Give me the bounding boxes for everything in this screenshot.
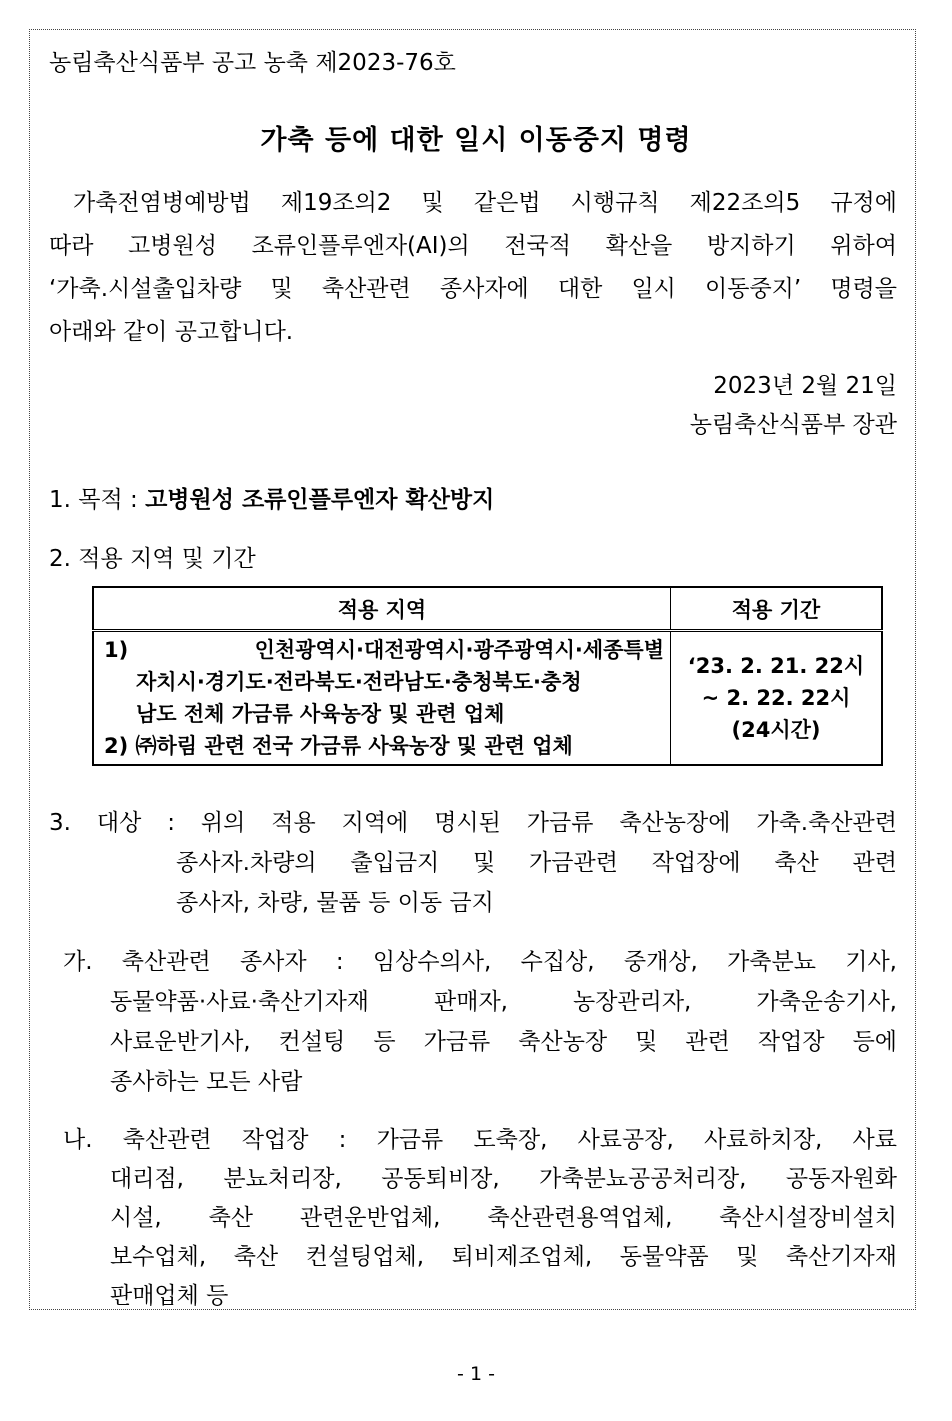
area-line: 자치시·경기도·전라북도·전라남도·충청북도·충청	[136, 670, 582, 694]
issuer: 농림축산식품부 장관	[689, 412, 897, 438]
intro-line: ‘가축.시설출입차량 및 축산관련 종사자에 대한 일시 이동중지’ 명령을	[49, 276, 897, 302]
item-workplaces-line: 대리점, 분뇨처리장, 공동퇴비장, 가축분뇨공공처리장, 공동자원화	[110, 1166, 897, 1192]
item-workers-line: 가. 축산관련 종사자 : 임상수의사, 수집상, 중개상, 가축분뇨 기사,	[63, 949, 897, 975]
item-workplaces-line: 시설, 축산 관련운반업체, 축산관련용역업체, 축산시설장비설치	[110, 1205, 897, 1231]
area-line: 2) ㈜하림 관련 전국 가금류 사육농장 및 관련 업체	[104, 734, 573, 758]
page-number: - 1 -	[457, 1363, 495, 1385]
item-workplaces-line: 판매업체 등	[110, 1283, 229, 1309]
item-workplaces-line: 나. 축산관련 작업장 : 가금류 도축장, 사료공장, 사료하치장, 사료	[63, 1127, 897, 1153]
period-line: (24시간)	[731, 718, 821, 742]
intro-line: 아래와 같이 공고합니다.	[49, 319, 294, 345]
table-row	[93, 631, 882, 766]
announcement-date: 2023년 2월 21일	[713, 373, 897, 399]
period-line: ‘23. 2. 21. 22시	[687, 654, 865, 678]
item-workers-line: 사료운반기사, 컨설팅 등 가금류 축산농장 및 관련 작업장 등에	[110, 1029, 897, 1055]
section-scope-title: 2. 적용 지역 및 기간	[49, 546, 256, 572]
period-cell	[671, 631, 883, 766]
document-title: 가축 등에 대한 일시 이동중지 명령	[260, 125, 692, 156]
section-purpose	[49, 481, 494, 514]
section-purpose-label: 1. 목적 :	[49, 487, 138, 513]
section-target-line: 종사자, 차량, 물품 등 이동 금지	[176, 890, 494, 916]
region-period-table	[92, 586, 883, 766]
item-workplaces-line: 보수업체, 축산 컨설팅업체, 퇴비제조업체, 동물약품 및 축산기자재	[110, 1244, 897, 1270]
area-line: 남도 전체 가금류 사육농장 및 관련 업체	[136, 702, 505, 726]
area-line: 1) 인천광역시·대전광역시·광주광역시·세종특별	[104, 638, 664, 662]
period-header: 적용 기간	[671, 587, 883, 631]
section-target-line: 3. 대상 : 위의 적용 지역에 명시된 가금류 축산농장에 가축.축산관련	[49, 810, 897, 836]
area-cell	[93, 631, 671, 766]
section-target-line: 종사자.차량의 출입금지 및 가금관련 작업장에 축산 관련	[176, 850, 897, 876]
item-workers-line: 동물약품·사료·축산기자재 판매자, 농장관리자, 가축운송기사,	[110, 989, 897, 1015]
intro-line: 따라 고병원성 조류인플루엔자(AI)의 전국적 확산을 방지하기 위하여	[49, 233, 897, 259]
table-header-row	[93, 587, 882, 631]
section-purpose-value: 고병원성 조류인플루엔자 확산방지	[145, 487, 495, 513]
period-line: ~ 2. 22. 22시	[701, 686, 851, 710]
intro-line: 가축전염병예방법 제19조의2 및 같은법 시행규칙 제22조의5 규정에	[73, 190, 897, 216]
area-header: 적용 지역	[93, 587, 671, 631]
item-workers-line: 종사하는 모든 사람	[110, 1069, 303, 1095]
announcement-number: 농림축산식품부 공고 농축 제2023-76호	[49, 50, 456, 76]
